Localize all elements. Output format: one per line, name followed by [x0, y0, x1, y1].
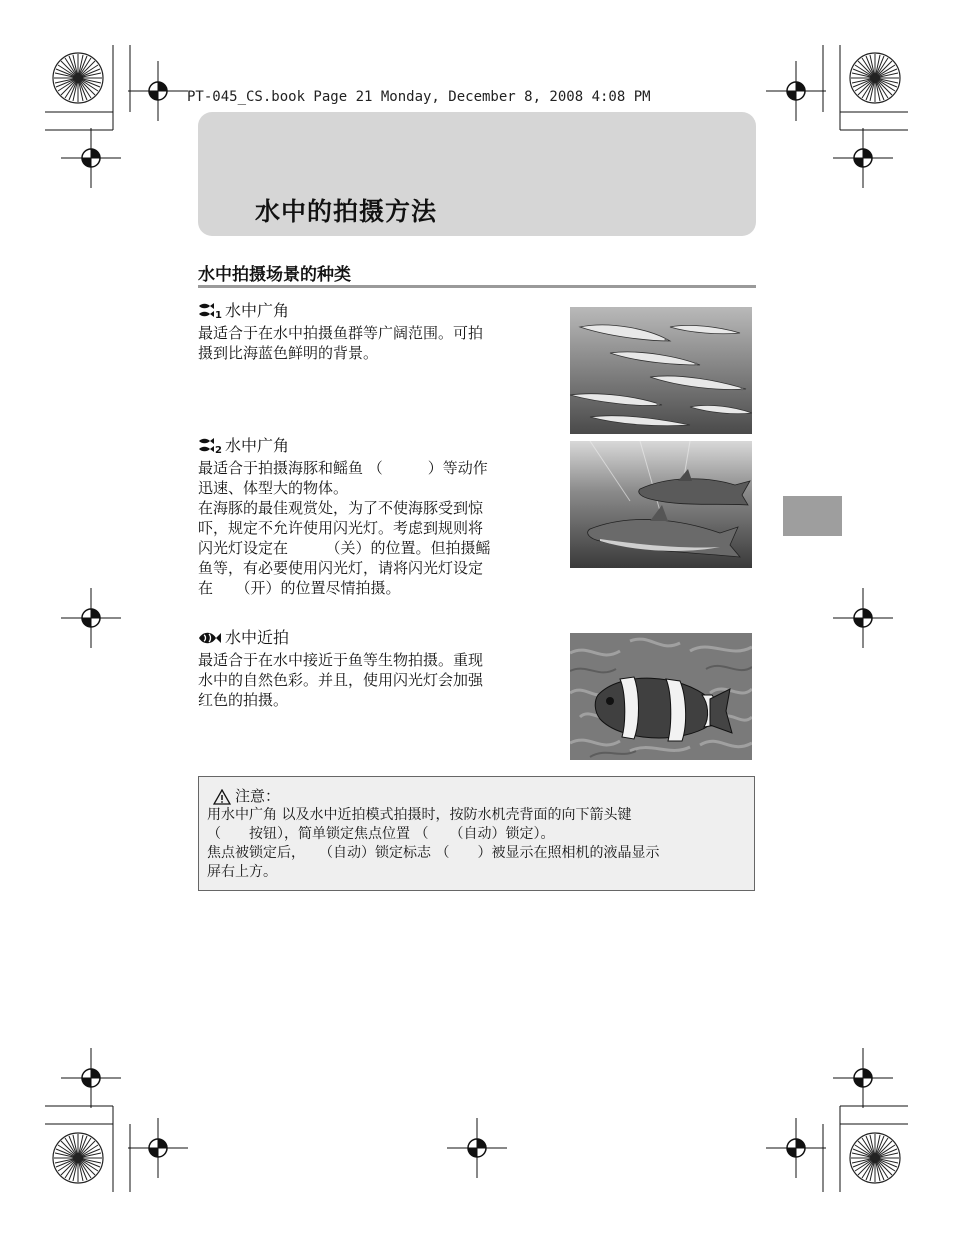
- caution-line: （ 按钮），简单锁定焦点位置 （ （自动）锁定）。: [207, 826, 555, 842]
- mode-underwater-macro: [198, 628, 538, 710]
- svg-text:1: 1: [215, 310, 222, 320]
- section-divider: [198, 285, 756, 288]
- mode-description-line: 迅速、体型大的物体。: [198, 479, 349, 497]
- fish-school-photo: [570, 307, 752, 434]
- mode-description-line: 闪光灯设定在 （关）的位置。但拍摄鳐: [198, 539, 491, 557]
- clownfish-photo: [570, 633, 752, 760]
- mode-underwater-wide-2: [198, 436, 538, 598]
- mode-description-line: 最适合于拍摄海豚和鳐鱼 （ ）等动作: [198, 459, 488, 477]
- mode-description-line: 最适合于在水中拍摄鱼群等广阔范围。可拍: [198, 324, 484, 342]
- caution-line: 焦点被锁定后， （自动）锁定标志 （ ）被显示在照相机的液晶显示: [207, 845, 660, 861]
- mode-description-line: 摄到比海蓝色鲜明的背景。: [198, 344, 379, 362]
- caution-line: 用水中广角 以及水中近拍模式拍摄时，按防水机壳背面的向下箭头键: [207, 807, 632, 823]
- warning-triangle-icon: [213, 789, 231, 805]
- mode-label: 水中广角: [225, 436, 290, 455]
- underwater-wide1-icon: [198, 302, 222, 320]
- caution-line: 屏右上方。: [207, 864, 277, 880]
- mode-underwater-wide-1: [198, 301, 538, 363]
- mode-description-line: 红色的拍摄。: [198, 691, 289, 709]
- caution-heading: 注意：: [235, 787, 281, 805]
- underwater-wide2-icon: [198, 437, 222, 455]
- caution-box: [198, 776, 755, 891]
- mode-description-line: 水中的自然色彩。并且，使用闪光灯会加强: [198, 671, 484, 689]
- print-slug: PT-045_CS.book Page 21 Monday, December 8, 2008 4:08 PM: [187, 89, 651, 105]
- svg-text:2: 2: [215, 445, 222, 455]
- mode-description-line: 在海豚的最佳观赏处，为了不使海豚受到惊: [198, 499, 484, 517]
- section-title: 水中拍摄场景的种类: [198, 265, 351, 285]
- mode-description-line: 最适合于在水中接近于鱼等生物拍摄。重现: [198, 651, 484, 669]
- mode-label: 水中近拍: [225, 628, 290, 647]
- mode-label: 水中广角: [225, 301, 290, 320]
- mode-description-line: 吓，规定不允许使用闪光灯。考虑到规则将: [198, 519, 484, 537]
- mode-description-line: 在 （开）的位置尽情拍摄。: [198, 579, 401, 597]
- chapter-tab: [783, 496, 842, 536]
- mode-description-line: 鱼等，有必要使用闪光灯，请将闪光灯设定: [198, 559, 484, 577]
- page-title: 水中的拍摄方法: [255, 197, 438, 226]
- underwater-macro-icon: [198, 630, 222, 646]
- dolphins-photo: [570, 441, 752, 568]
